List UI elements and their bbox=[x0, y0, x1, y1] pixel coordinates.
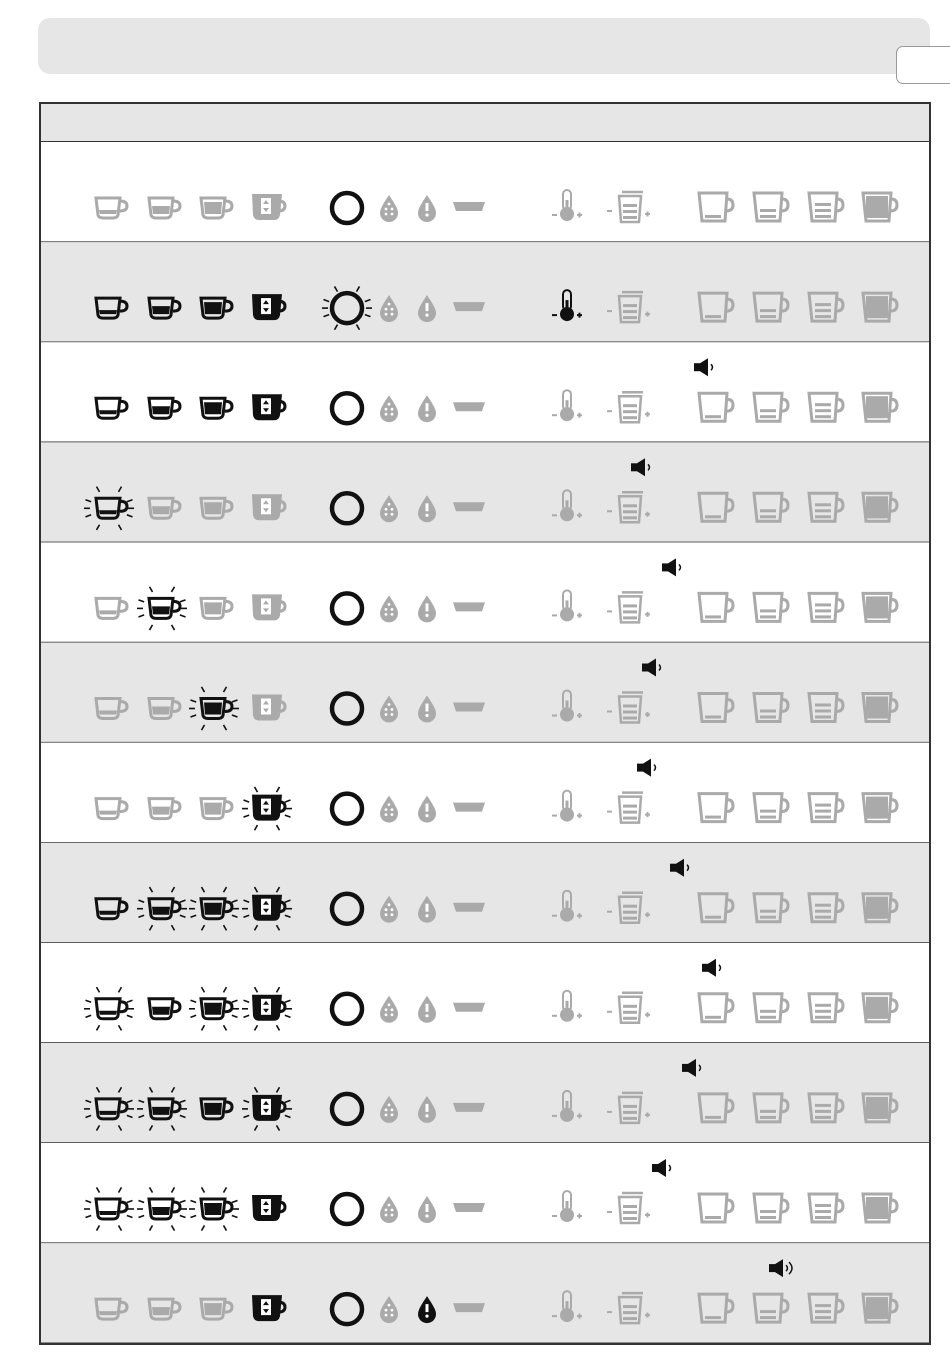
drip-tray-icon bbox=[453, 402, 485, 411]
indicator-row bbox=[41, 342, 929, 442]
indicator-table bbox=[39, 102, 931, 1345]
page-header-bar bbox=[38, 18, 930, 74]
indicator-row bbox=[41, 242, 929, 342]
drip-tray-icon bbox=[453, 1003, 485, 1012]
drip-tray-icon bbox=[453, 302, 485, 311]
indicator-row bbox=[41, 643, 929, 743]
indicator-row bbox=[41, 743, 929, 843]
indicator-row bbox=[41, 1143, 929, 1243]
drip-tray-icon bbox=[453, 1203, 485, 1212]
drip-tray-icon bbox=[453, 703, 485, 712]
page-number-box bbox=[896, 46, 950, 84]
indicator-row bbox=[41, 1243, 929, 1343]
indicator-row bbox=[41, 1043, 929, 1143]
drip-tray-icon bbox=[453, 202, 485, 211]
drip-tray-icon bbox=[453, 602, 485, 611]
indicator-rows bbox=[41, 104, 929, 1343]
drip-tray-icon bbox=[453, 903, 485, 912]
indicator-row bbox=[41, 542, 929, 642]
drip-tray-icon bbox=[453, 803, 485, 812]
drip-tray-icon bbox=[453, 502, 485, 511]
indicator-row bbox=[41, 843, 929, 943]
indicator-row bbox=[41, 943, 929, 1043]
drip-tray-icon bbox=[453, 1103, 485, 1112]
indicator-row bbox=[41, 442, 929, 542]
drip-tray-icon bbox=[453, 1303, 485, 1312]
indicator-row bbox=[41, 142, 929, 242]
